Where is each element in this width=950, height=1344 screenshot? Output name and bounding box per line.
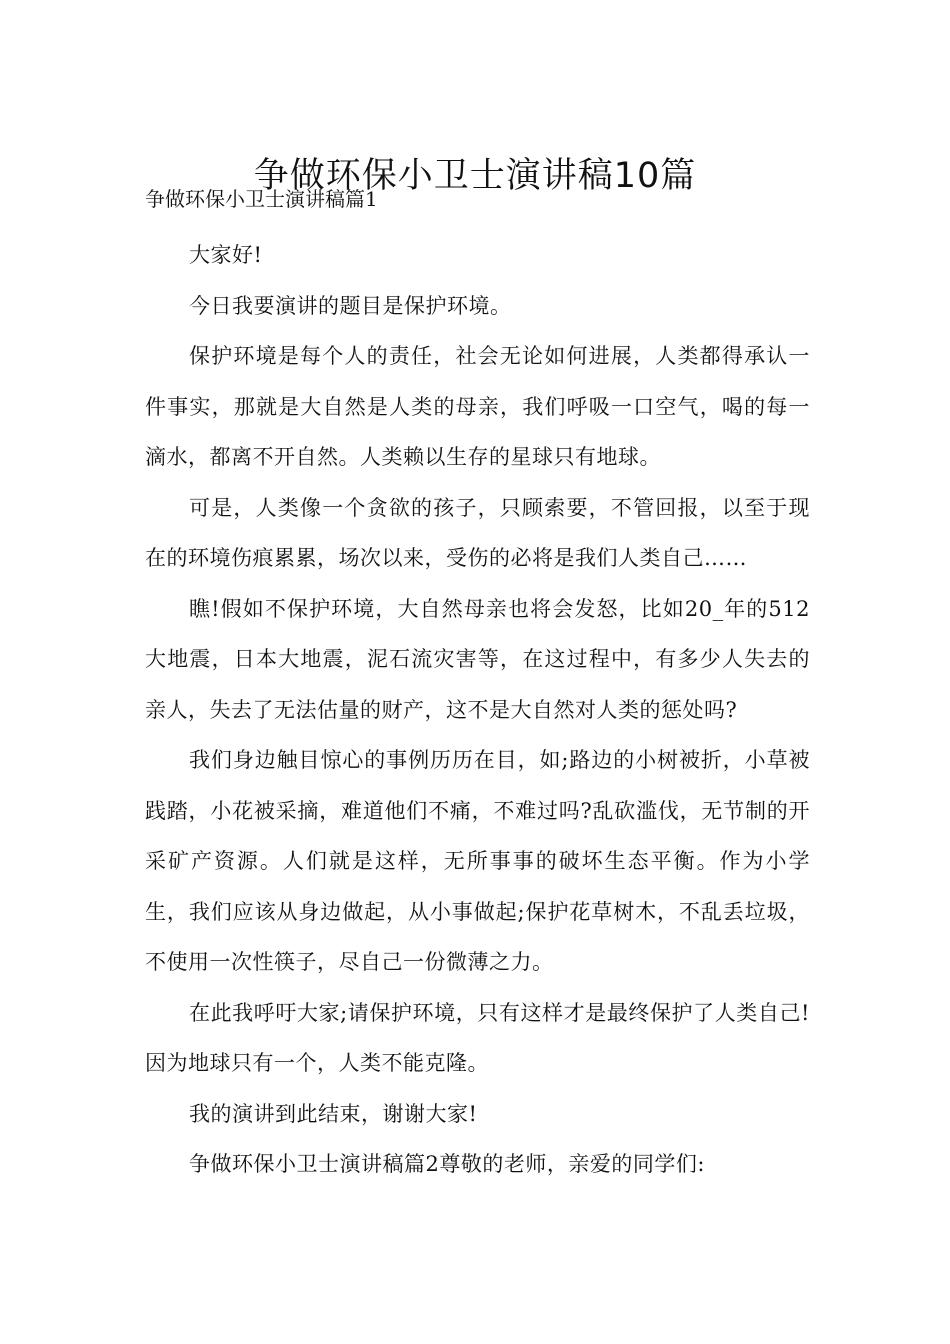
- document-title: 争做环保小卫士演讲稿10篇: [253, 156, 697, 197]
- paragraph-topic: 今日我要演讲的题目是保护环境。: [189, 293, 512, 318]
- paragraph-greeting: 大家好!: [189, 243, 263, 267]
- paragraph-greed: 可是，人类像一个贪欲的孩子，只顾索要，不管回报，以至于现在的环境伤痕累累，场次以来，受伤的必将是我们人类自己……: [145, 495, 810, 570]
- document-body: [145, 230, 810, 1190]
- paragraph-appeal: 在此我呼吁大家;请保护环境，只有这样才是最终保护了人类自己!因为地球只有一个，人类不能克隆。: [145, 1000, 810, 1075]
- section-heading: 争做环保小卫士演讲稿篇1: [145, 187, 378, 211]
- paragraph-next-section: 争做环保小卫士演讲稿篇2尊敬的老师，亲爱的同学们:: [189, 1152, 705, 1176]
- paragraph-examples: 我们身边触目惊心的事例历历在目，如;路边的小树被折，小草被践踏，小花被采摘，难道他们不痛，不难过吗?乱砍滥伐，无节制的开采矿产资源。人们就是这样，无所事事的破坏生态平衡。作为小学生，我们应该从身边做起，从小事做起;保护花草树木，不乱丢垃圾，不使用一次性筷子，尽自己一份微薄之力。: [145, 748, 810, 974]
- paragraph-closing: 我的演讲到此结束，谢谢大家!: [189, 1101, 478, 1126]
- paragraph-disasters: 瞧!假如不保护环境，大自然母亲也将会发怒，比如20_年的512大地震，日本大地震，泥石流灾害等，在这过程中，有多少人失去的亲人，失去了无法估量的财产，这不是大自然对人类的惩处吗?: [145, 596, 810, 722]
- paragraph-responsibility: 保护环境是每个人的责任，社会无论如何进展，人类都得承认一件事实，那就是大自然是人类的母亲，我们呼吸一口空气，喝的每一滴水，都离不开自然。人类赖以生存的星球只有地球。: [145, 344, 810, 469]
